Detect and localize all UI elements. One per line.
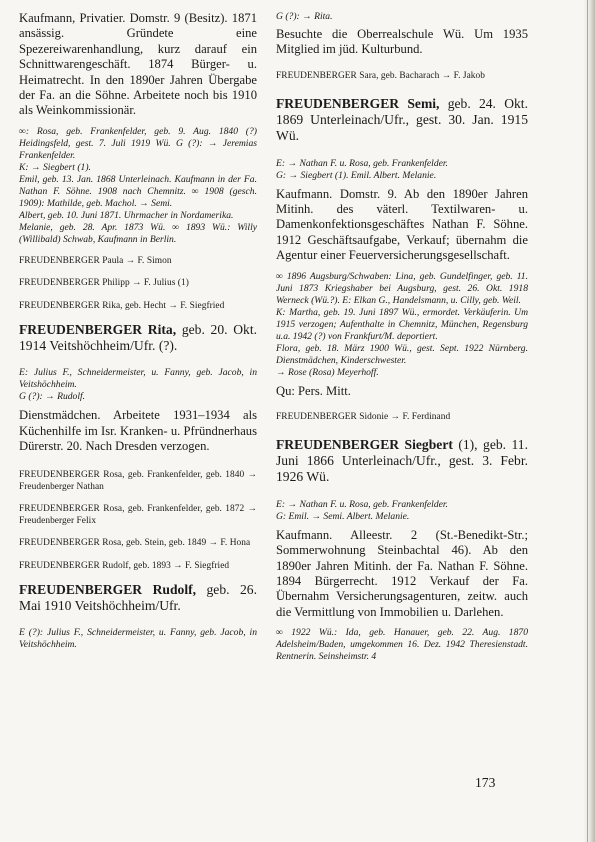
family-note: G (?): → Rita.: [276, 11, 333, 22]
entry-name: FREUDENBERGER Rudolf,: [19, 581, 197, 597]
family-note: ∞ 1896 Augsburg/Schwaben: Lina, geb. Gundelfinger, geb. 11. Juni 1873 Kriegshaber bei Augsburg, gest. 26. Okt. 1918 Werneck (Wü.?). E: Elkan G., Handelsmann, u. Cilly, geb. Weil.: [276, 270, 528, 306]
cross-reference: FREUDENBERGER Rosa, geb. Frankenfelder, geb. 1840 → Freudenberger Nathan: [19, 469, 257, 492]
family-note: G (?): → Rudolf.: [19, 391, 86, 403]
entry-heading-siegbert: [276, 437, 528, 485]
page-edge-line: [587, 0, 588, 842]
semi-family-notes: [276, 158, 528, 182]
right-column: [276, 11, 528, 663]
siegbert-biography-text: Kaufmann. Alleestr. 2 (St.-Benedikt-Str.; Sommerwohnung Steinbachtal 46). Ab den 1890er Jahren Mitinh. der Fa. Nathan F. Söhne. 1894 Bürgerrecht. 1912 Verkauf der Fa. Übernahm Versicherungsagenturen, zeitw. auch die Vermittlung von Immobilien u. Darlehen.: [276, 527, 528, 619]
cross-reference: FREUDENBERGER Sara, geb. Bacharach → F. Jakob: [276, 70, 486, 81]
entry-dates: geb. 26. Mai 1910 Veitshöchheim/Ufr.: [19, 581, 257, 613]
entry-heading-rudolf: [19, 582, 257, 614]
page-number: 173: [475, 775, 496, 790]
semi-marriage-notes: [276, 271, 528, 379]
family-note: → Rose (Rosa) Meyerhoff.: [276, 366, 379, 378]
sources-line: Qu: Pers. Mitt.: [276, 383, 351, 398]
entry-dates: geb. 24. Okt. 1869 Unterleinach/Ufr., gest. 30. Jan. 1915 Wü.: [276, 96, 528, 144]
family-note: Emil, geb. 13. Jan. 1868 Unterleinach. Kaufmann in der Fa. Nathan F. Söhne. 1908 nach Chemnitz. ∞ 1908 (gesch. 1909): Mathilde, geb. Machol. → Semi.: [19, 173, 257, 209]
cross-reference: FREUDENBERGER Rika, geb. Hecht → F. Siegfried: [19, 300, 225, 311]
cross-reference: FREUDENBERGER Rosa, geb. Frankenfelder, geb. 1872 → Freudenberger Felix: [19, 504, 257, 527]
family-note: Flora, geb. 18. März 1900 Wü., gest. Sept. 1922 Nürnberg. Dienstmädchen, Kinderschwester.: [276, 342, 528, 366]
entry-dates: geb. 20. Okt. 1914 Veitshöchheim/Ufr. (?).: [19, 321, 257, 353]
family-note: K: → Siegbert (1).: [19, 161, 91, 173]
cross-reference: FREUDENBERGER Philipp → F. Julius (1): [19, 278, 189, 289]
siegbert-family-notes: [276, 499, 528, 523]
entry-name: FREUDENBERGER Siegbert: [276, 437, 453, 453]
rudolf-family-notes: [19, 627, 257, 651]
family-note: E: → Nathan F. u. Rosa, geb. Frankenfelder.: [276, 157, 448, 169]
rudolf-biography-text: Besuchte die Oberrealschule Wü. Um 1935 Mitglied im jüd. Kulturbund.: [276, 27, 528, 57]
family-note: ∞ 1922 Wü.: Ida, geb. Hanauer, geb. 22. Aug. 1870 Adelsheim/Baden, umgekommen 16. Dez. 1942 Theresienstadt. Rentnerin. Seinsheimstr. 4: [276, 627, 528, 663]
family-note: E: Julius F., Schneidermeister, u. Fanny, geb. Jacob, in Veitshöchheim.: [19, 367, 257, 391]
family-note: G: Emil. → Semi. Albert. Melanie.: [276, 510, 410, 522]
nathan-biography-text: Kaufmann, Privatier. Domstr. 9 (Besitz). 1871 ansässig. Gründete eine Spezereiwarenhandlung, kurz darauf ein Schnittwarengeschäft. 1874 Bürger- u. Heimatrecht. In den 1890er Jahren Übergabe der Fa. an die Söhne. Arbeitete noch bis 1910 als Weinkommissionär.: [19, 11, 257, 118]
entry-heading-semi: [276, 96, 528, 144]
rita-biography-text: Dienstmädchen. Arbeitete 1931–1934 als Küchenhilfe im Isr. Kranken- u. Pfründnerhaus Dürerstr. 20. Nach Dresden verzogen.: [19, 408, 257, 454]
family-note: E: → Nathan F. u. Rosa, geb. Frankenfelder.: [276, 498, 448, 510]
family-note: E (?): Julius F., Schneidermeister, u. Fanny, geb. Jacob, in Veitshöchheim.: [19, 627, 257, 651]
entry-heading-rita: [19, 322, 257, 354]
family-note: Albert, geb. 10. Juni 1871. Uhrmacher in Nordamerika.: [19, 209, 234, 221]
cross-reference: FREUDENBERGER Sidonie → F. Ferdinand: [276, 412, 451, 423]
entry-dates: (1), geb. 11. Juni 1866 Unterleinach/Ufr., gest. 3. Febr. 1926 Wü.: [276, 437, 528, 485]
cross-reference: FREUDENBERGER Rudolf, geb. 1893 → F. Siegfried: [19, 560, 230, 571]
semi-biography-text: Kaufmann. Domstr. 9. Ab den 1890er Jahren Mitinh. des väterl. Textilwaren- u. Damenkonfektionsgeschäftes Nathan F. Söhne. 1912 Geschäftsaufgabe, Verkauf; übernahm die Agentur einer Feuerversicherungsgesellschaft.: [276, 186, 528, 263]
page-edge-shadow: [583, 0, 595, 842]
entry-name: FREUDENBERGER Semi,: [276, 96, 440, 112]
cross-reference: FREUDENBERGER Rosa, geb. Stein, geb. 1849 → F. Hona: [19, 538, 251, 549]
family-note: G: → Siegbert (1). Emil. Albert. Melanie.: [276, 169, 437, 181]
entry-name: FREUDENBERGER Rita,: [19, 321, 177, 337]
family-note: K: Martha, geb. 19. Juni 1897 Wü., ermordet. Verkäuferin. Um 1915 verzogen; Aufenthalte in Chemnitz, München, Regensburg u.a. 1942 (?) von Frankfurt/M. deportiert.: [276, 306, 528, 342]
left-column: [19, 11, 257, 660]
nathan-family-notes: [19, 126, 257, 246]
family-note: ∞: Rosa, geb. Frankenfelder, geb. 9. Aug. 1840 (?) Heidingsfeld, gest. 7. Juli 1919 Wü. G (?): → Jeremias Frankenfelder.: [19, 125, 257, 161]
cross-reference: FREUDENBERGER Paula → F. Simon: [19, 256, 172, 267]
rita-family-notes: [19, 367, 257, 403]
family-note: Melanie, geb. 28. Apr. 1873 Wü. ∞ 1893 Wü.: Willy (Willibald) Schwab, Kaufmann in Berlin.: [19, 221, 257, 245]
